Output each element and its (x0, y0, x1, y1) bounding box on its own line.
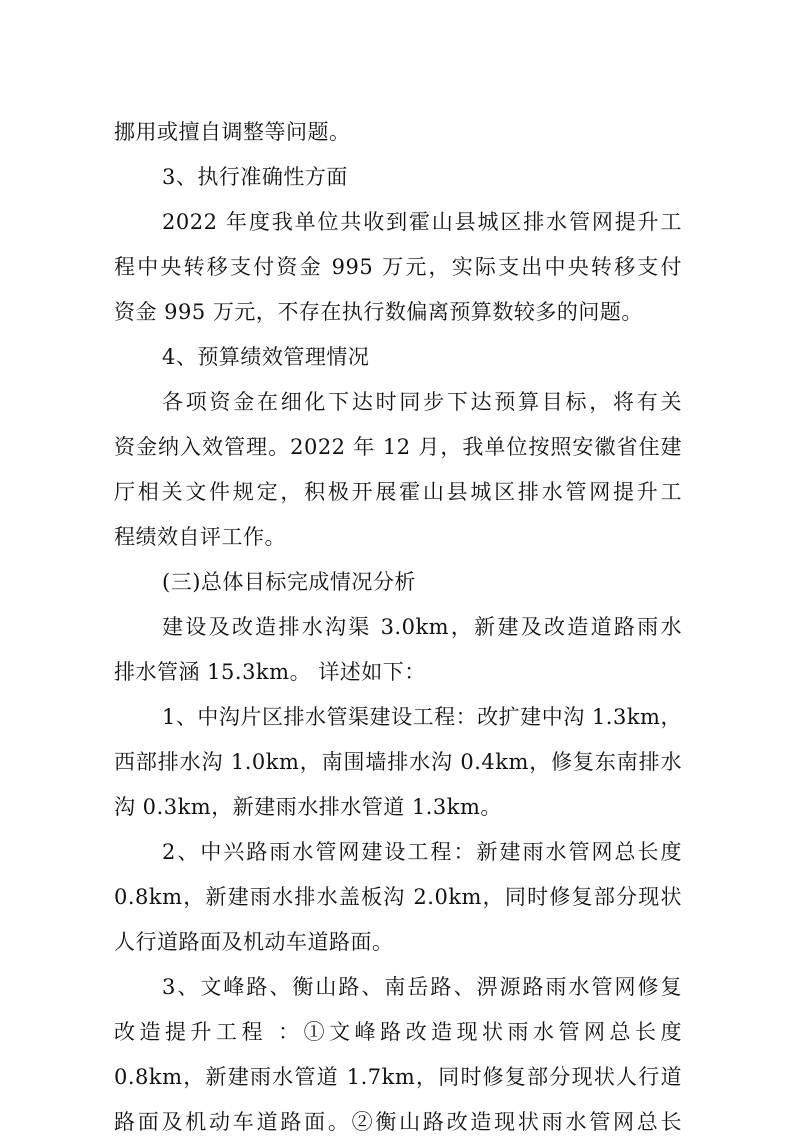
list-item-line: 0.8km，新建雨水排水盖板沟 2.0km，同时修复部分现状 (114, 885, 682, 909)
paragraph-line: 程绩效自评工作。 (114, 525, 286, 549)
paragraph-line: 建设及改造排水沟渠 3.0km，新建及改造道路雨水 (162, 615, 682, 639)
paragraph-line: 挪用或擅自调整等问题。 (114, 120, 351, 144)
paragraph-line: 资金 995 万元，不存在执行数偏离预算数较多的问题。 (114, 300, 643, 324)
paragraph-line: 程中央转移支付资金 995 万元，实际支出中央转移支付 (114, 255, 682, 279)
paragraph-line: 排水管涵 15.3km。 详述如下： (114, 660, 426, 684)
document-body (114, 110, 682, 1145)
list-item-line: 1、中沟片区排水管渠建设工程：改扩建中沟 1.3km， (162, 705, 682, 729)
list-item-line: 西部排水沟 1.0km，南围墙排水沟 0.4km，修复东南排水 (114, 750, 682, 774)
list-item-line: 2、中兴路雨水管网建设工程：新建雨水管网总长度 (162, 840, 682, 864)
list-item-line: 沟 0.3km，新建雨水排水管道 1.3km。 (114, 795, 502, 819)
paragraph-line: 资金纳入效管理。2022 年 12 月，我单位按照安徽省住建 (114, 435, 682, 459)
paragraph-line: 2022 年度我单位共收到霍山县城区排水管网提升工 (162, 210, 682, 234)
paragraph-line: 厅相关文件规定，积极开展霍山县城区排水管网提升工 (114, 480, 682, 504)
section-heading-execution-accuracy: 3、执行准确性方面 (162, 165, 348, 189)
list-item-line: 路面及机动车道路面。②衡山路改造现状雨水管网总长 (114, 1110, 682, 1134)
section-heading-budget-performance: 4、预算绩效管理情况 (162, 345, 370, 369)
list-item-line: 0.8km，新建雨水管道 1.7km，同时修复部分现状人行道 (114, 1065, 682, 1089)
list-item-line: 3、文峰路、衡山路、南岳路、淠源路雨水管网修复 (162, 975, 682, 999)
section-heading-overall-goals: (三)总体目标完成情况分析 (162, 570, 416, 594)
list-item-line: 人行道路面及机动车道路面。 (114, 930, 394, 954)
paragraph-line: 各项资金在细化下达时同步下达预算目标，将有关 (162, 390, 682, 414)
list-item-line: 改造提升工程 ：①文峰路改造现状雨水管网总长度 (114, 1020, 682, 1044)
